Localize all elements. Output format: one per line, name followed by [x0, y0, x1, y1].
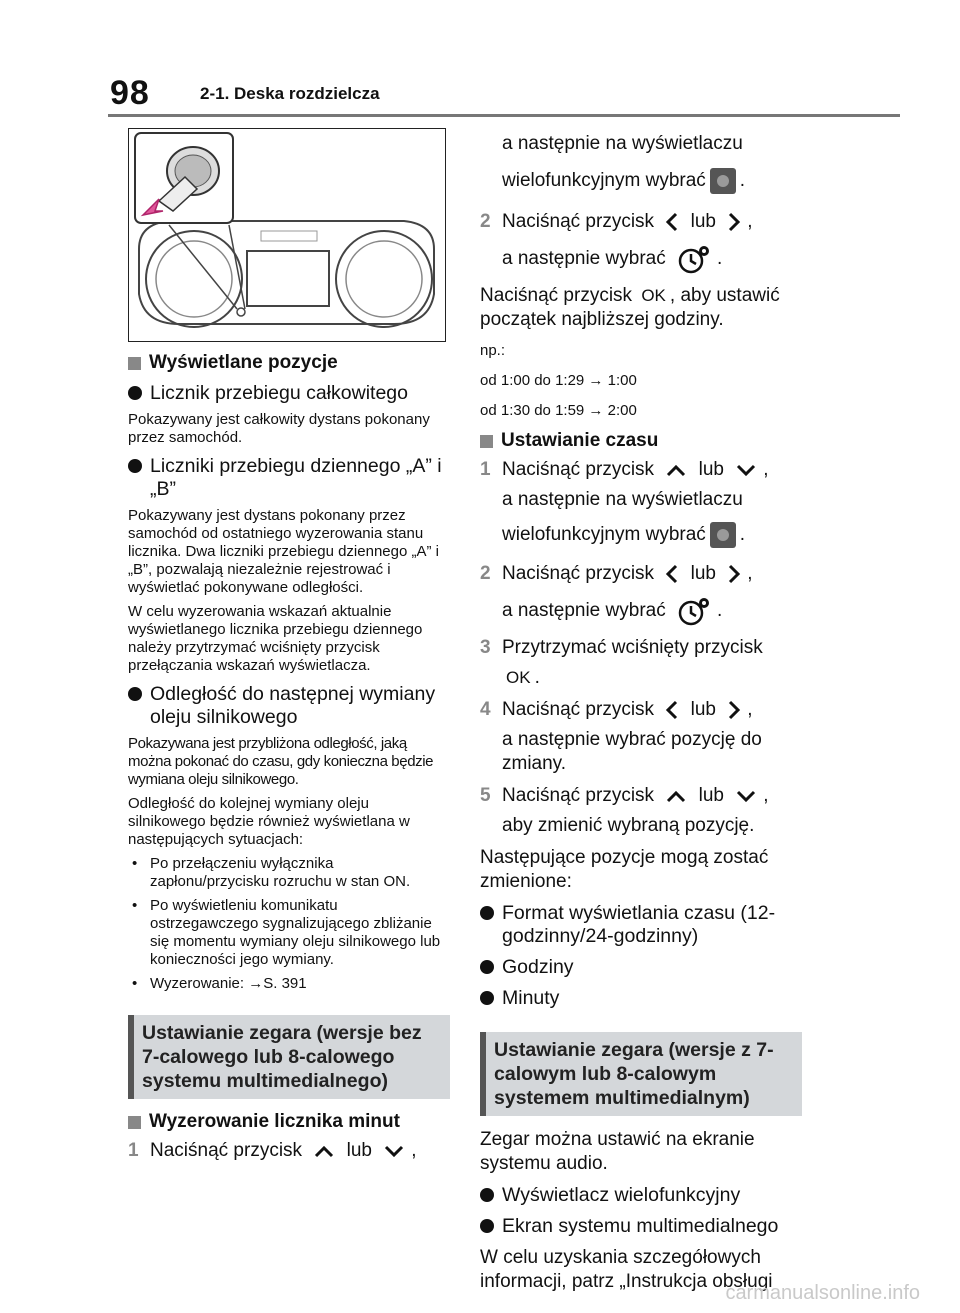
step-text: Naciśnąć przycisk	[150, 1140, 303, 1161]
chevron-left-icon	[665, 699, 679, 721]
note-example-2: od 1:30 do 1:59 → 2:00	[480, 402, 637, 420]
heading-text: Wyświetlane pozycje	[149, 352, 338, 373]
step-number: 5	[480, 785, 491, 807]
heading-displayed-items	[128, 352, 450, 374]
step-continuation: a następnie na wyświetlaczu	[502, 489, 743, 511]
list-text: Wyzerowanie: →S. 391	[150, 975, 307, 992]
bullet-minutes	[480, 987, 802, 1010]
lub-text: lub	[690, 699, 716, 721]
ok-icon: OK	[641, 286, 666, 305]
punct: ,	[747, 211, 753, 232]
chevron-right-icon	[727, 563, 741, 585]
chevron-down-icon	[383, 1144, 405, 1158]
bullet-text: Wyświetlacz wielofunkcyjny	[502, 1184, 741, 1207]
step-continuation: a następnie na wyświetlaczu	[502, 133, 743, 154]
chevron-down-icon	[735, 463, 757, 477]
chevron-right-icon	[727, 211, 741, 233]
step-text: a następnie wybrać	[502, 600, 666, 622]
watermark: carmanualsonline.info	[725, 1282, 920, 1304]
bullet-text: Format wyświetlania czasu (12-godzinny/24-godzinny)	[502, 902, 776, 948]
chevron-left-icon	[665, 563, 679, 585]
step-number: 1	[480, 459, 491, 481]
step-number: 2	[480, 211, 491, 232]
paragraph-audio: Zegar można ustawić na ekranie systemu audio.	[480, 1129, 755, 1175]
chevron-up-icon	[665, 789, 687, 803]
note-example-label: np.:	[480, 342, 506, 360]
cluster-drawing	[129, 129, 444, 340]
ok-icon: OK	[506, 668, 531, 688]
lub-text: lub	[690, 211, 716, 232]
instrument-cluster-illustration	[128, 128, 446, 342]
step-continuation	[480, 596, 802, 626]
list-item: • Po wyświetleniu komunikatu ostrzegawczego sygnalizującego zbliżanie się momentu wymiany oleju silnikowego lub konieczności jego wymiany.	[128, 897, 450, 969]
bullet-text: Minuty	[502, 987, 560, 1010]
chevron-up-icon	[313, 1144, 335, 1158]
step-t4	[480, 698, 802, 722]
heading-text: Ustawianie czasu	[501, 430, 659, 452]
step-t2	[480, 562, 802, 586]
punct: .	[717, 600, 723, 622]
bullet-text: Godziny	[502, 956, 574, 979]
text: Naciśnąć przycisk	[480, 285, 633, 307]
step-number: 2	[480, 563, 491, 585]
header-rule	[108, 114, 900, 117]
step-text: wielofunkcyjnym wybrać	[502, 170, 706, 192]
settings-icon	[710, 522, 736, 548]
bullet-hours	[480, 956, 802, 979]
punct: ,	[763, 459, 769, 481]
punct: ,	[747, 563, 753, 585]
step-number: 1	[128, 1140, 139, 1161]
step-t5	[480, 784, 802, 808]
list-text: Po przełączeniu wyłącznika zapłonu/przycisku rozruchu w stan ON.	[150, 855, 411, 890]
bullet-text: Ekran systemu multimedialnego	[502, 1215, 779, 1238]
bullet-trip-meters	[128, 455, 450, 501]
step-number: 4	[480, 699, 491, 721]
right-column	[480, 128, 802, 1302]
heading-reset-minutes	[128, 1111, 450, 1133]
bullet-text: Odległość do następnej wymiany oleju silnikowego	[150, 683, 436, 728]
punct: ,	[747, 699, 753, 721]
list-item: • Po przełączeniu wyłącznika zapłonu/przycisku rozruchu w stan ON.	[128, 855, 450, 891]
punct: .	[739, 170, 746, 192]
step-text: wielofunkcyjnym wybrać	[502, 524, 706, 546]
bullet-oil-change	[128, 683, 450, 729]
paragraph-ok	[480, 284, 802, 332]
lub-text: lub	[690, 563, 716, 585]
step-text: Naciśnąć przycisk	[502, 785, 655, 807]
paragraph: W celu wyzerowania wskazań aktualnie wyświetlanego licznika przebiegu dziennego należy przytrzymać wciśnięty przycisk przełączania wskazań wyświetlacza.	[128, 603, 423, 674]
lub-text: lub	[346, 1140, 372, 1161]
step-1	[128, 1139, 450, 1163]
bullet-odometer	[128, 382, 450, 405]
paragraph: Odległość do kolejnej wymiany oleju silnikowego będzie również wyświetlana w następujących sytuacjach:	[128, 795, 410, 848]
box-heading-clock-with-multimedia: Ustawianie zegara (wersje z 7-calowym lub 8-calowym systemem multimedialnym)	[480, 1032, 802, 1116]
step-continuation	[480, 168, 802, 194]
list-item: • Wyzerowanie: →S. 391	[132, 975, 307, 992]
bullet-format	[480, 902, 802, 948]
chevron-right-icon	[727, 699, 741, 721]
bullet-text: Liczniki przebiegu dziennego „A” i „B”	[150, 455, 442, 500]
left-column	[128, 128, 450, 1169]
step-text: Naciśnąć przycisk	[502, 563, 655, 585]
paragraph: Pokazywana jest przybliżona odległość, jaką można pokonać do czasu, gdy konieczna będzie wymiana oleju silnikowego.	[128, 735, 434, 788]
bullet-multimedia-screen	[480, 1215, 802, 1238]
step-text: Naciśnąć przycisk	[502, 459, 655, 481]
bullet-text: Licznik przebiegu całkowitego	[150, 382, 408, 404]
clock-settings-icon	[677, 244, 711, 274]
step-continuation: a następnie wybrać pozycję do zmiany.	[502, 729, 762, 775]
paragraph-more-info: W celu uzyskania szczegółowych informacji, patrz „Instrukcja obsługi	[480, 1247, 773, 1293]
step-text: a następnie wybrać	[502, 248, 666, 270]
step-2	[480, 210, 802, 234]
paragraph-changes: Następujące pozycje mogą zostać zmienione:	[480, 847, 769, 893]
clock-settings-icon	[677, 596, 711, 626]
note-example-1: od 1:00 do 1:29 → 1:00	[480, 372, 637, 390]
step-continuation	[480, 666, 802, 690]
chevron-left-icon	[665, 211, 679, 233]
step-continuation: aby zmienić wybraną pozycję.	[502, 815, 755, 837]
step-text: Naciśnąć przycisk	[502, 699, 655, 721]
bullet-mfd	[480, 1184, 802, 1207]
paragraph: Pokazywany jest dystans pokonany przez samochód od ostatniego wyzerowania stanu licznika. Dwa liczniki przebiegu dziennego „A” i „B”, pozwalają niezależnie rejestrować i wyświetlać pokonywane odległości.	[128, 507, 439, 596]
lub-text: lub	[698, 785, 724, 807]
step-number: 3	[480, 637, 491, 659]
chevron-down-icon	[735, 789, 757, 803]
heading-set-time	[480, 430, 802, 452]
list-text: Po wyświetleniu komunikatu ostrzegawczego sygnalizującego zbliżanie się momentu wymiany oleju silnikowego lub konieczności jego wymiany.	[150, 897, 441, 968]
section-title: 2-1. Deska rozdzielcza	[200, 84, 380, 103]
step-text: Przytrzymać wciśnięty przycisk	[502, 637, 763, 659]
punct: .	[534, 667, 540, 689]
punct: .	[739, 524, 746, 546]
lub-text: lub	[698, 459, 724, 481]
heading-text: Wyzerowanie licznika minut	[149, 1111, 400, 1132]
punct: ,	[411, 1140, 417, 1161]
settings-icon	[710, 168, 736, 194]
step-t3	[480, 636, 802, 660]
punct: .	[717, 248, 723, 270]
step-text: Naciśnąć przycisk	[502, 211, 655, 232]
text: , aby ustawić początek najbliższej godziny.	[480, 285, 780, 331]
box-heading-clock-without-multimedia: Ustawianie zegara (wersje bez 7-calowego lub 8-calowego systemu multimedialnego)	[128, 1015, 450, 1099]
step-continuation	[480, 522, 802, 548]
step-t1	[480, 458, 802, 482]
step-continuation	[480, 244, 802, 274]
paragraph: Pokazywany jest całkowity dystans pokonany przez samochód.	[128, 411, 430, 446]
page-number: 98	[110, 74, 150, 112]
punct: ,	[763, 785, 769, 807]
chevron-up-icon	[665, 463, 687, 477]
